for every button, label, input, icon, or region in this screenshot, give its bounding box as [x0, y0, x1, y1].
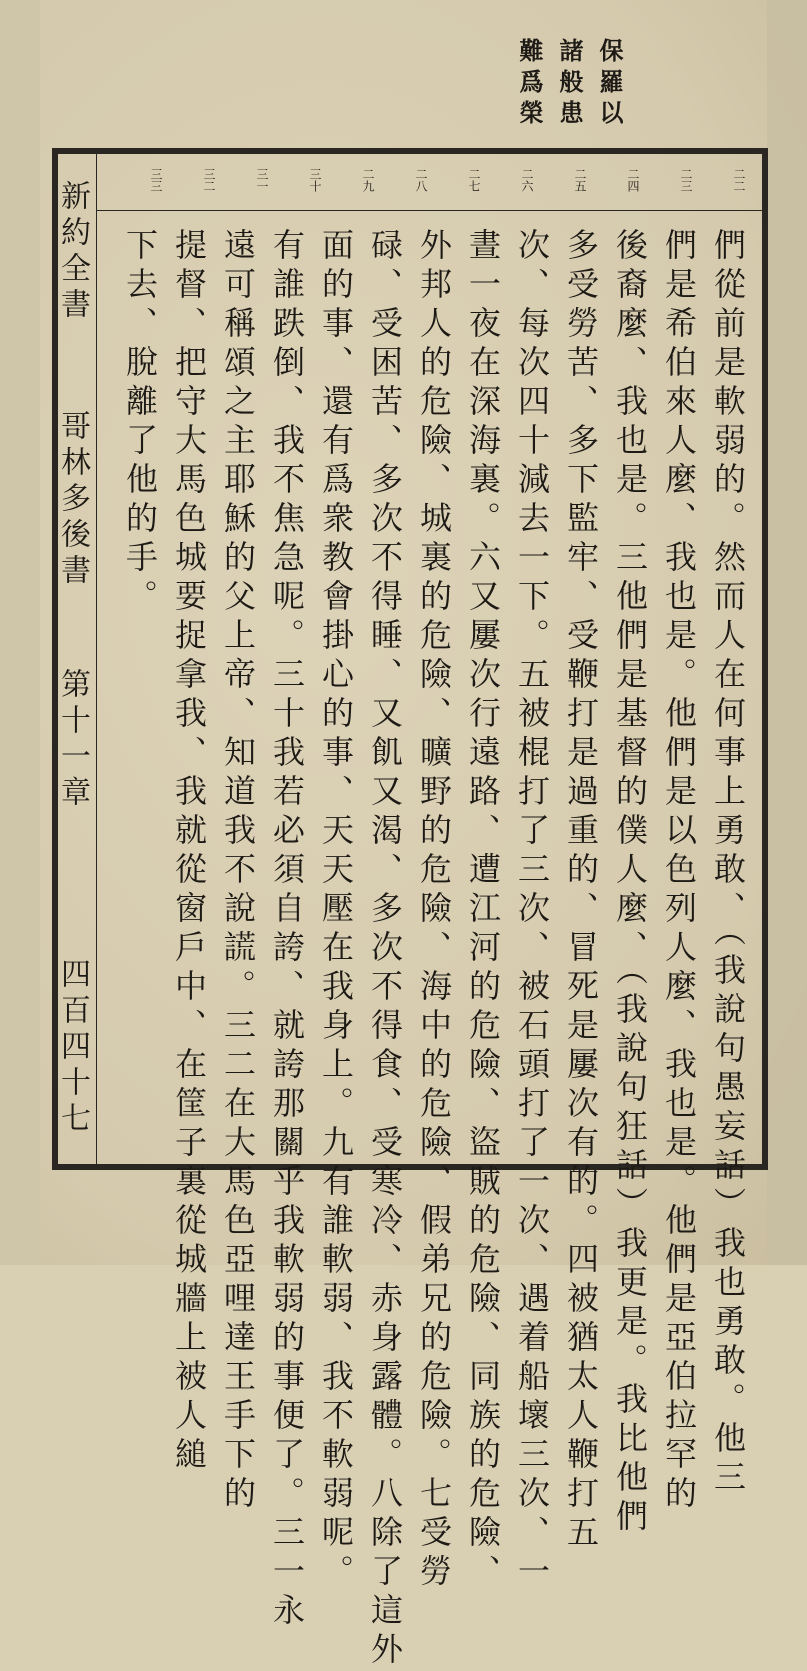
text-column: 外邦人的危險、城裏的危險、曠野的危險、海中的危險、假弟兄的危險。七受勞 — [415, 228, 453, 1593]
text-column: 晝一夜在深海裏。六又屢次行遠路、遭江河的危險、盜賊的危險、同族的危險、 — [464, 228, 502, 1593]
text-column: 下去、脫離了他的手。 — [121, 228, 159, 618]
text-column: 提督、把守大馬色城要捉拿我、我就從窗戶中、在筐子裏從城牆上被人縋 — [170, 228, 208, 1476]
text-column: 次、每次四十減去一下。五被棍打了三次、被石頭打了一次、遇着船壞三次、一 — [513, 228, 551, 1593]
text-column: 有誰跌倒、我不焦急呢。三十我若必須自誇、就誇那關乎我軟弱的事便了。三一永 — [268, 228, 306, 1632]
verse-label: 二五 — [573, 168, 587, 192]
right-page-edge — [767, 0, 807, 1265]
verse-label: 三二 — [202, 168, 216, 192]
verse-label: 二六 — [520, 168, 534, 192]
verse-label: 二四 — [626, 168, 640, 192]
running-head-col-1: 保羅以 — [595, 38, 624, 131]
verse-label: 三十 — [308, 168, 322, 192]
text-column: 碌、受困苦、多次不得睡、又飢又渴、多次不得食、受寒冷、赤身露體。八除了這外 — [366, 228, 404, 1671]
page-frame-inner — [57, 153, 763, 1165]
verse-label: 二八 — [414, 168, 428, 192]
text-column: 面的事、還有爲衆教會掛心的事、天天壓在我身上。九有誰軟弱、我不軟弱呢。 — [317, 228, 355, 1593]
verse-label: 二九 — [361, 168, 375, 192]
verse-label-divider — [96, 210, 763, 211]
side-title-divider — [96, 153, 97, 1165]
text-column: 們是希伯來人麼、我也是。他們是以色列人麼、我也是。他們是亞伯拉罕的 — [660, 228, 698, 1515]
running-head-col-2: 諸般患 — [555, 38, 584, 131]
running-head-col-3: 難爲榮 — [515, 38, 544, 131]
page-number: 四百四十七 — [55, 958, 90, 1138]
verse-label: 二七 — [467, 168, 481, 192]
text-column: 遠可稱頌之主耶穌的父上帝、知道我不說謊。三二在大馬色亞哩達王手下的 — [219, 228, 257, 1515]
verse-label: 二三 — [679, 168, 693, 192]
epistle-title: 哥林多後書 — [55, 410, 90, 590]
chapter-label: 第十一章 — [55, 668, 90, 812]
verse-label: 三一 — [255, 168, 269, 192]
verse-label: 三三 — [149, 168, 163, 192]
verse-label: 二二 — [732, 168, 746, 192]
text-column: 們從前是軟弱的。然而人在何事上勇敢、（我說句愚妄話）我也勇敢。他三 — [709, 228, 747, 1499]
text-column: 多受勞苦、多下監牢、受鞭打是過重的、冒死是屢次有的。四被猶太人鞭打五 — [562, 228, 600, 1554]
left-page-edge — [0, 0, 40, 1265]
text-column: 後裔麼、我也是。三他們是基督的僕人麼、（我說句狂話）我更是。我比他們 — [611, 228, 649, 1538]
book-title: 新約全書 — [55, 180, 90, 324]
